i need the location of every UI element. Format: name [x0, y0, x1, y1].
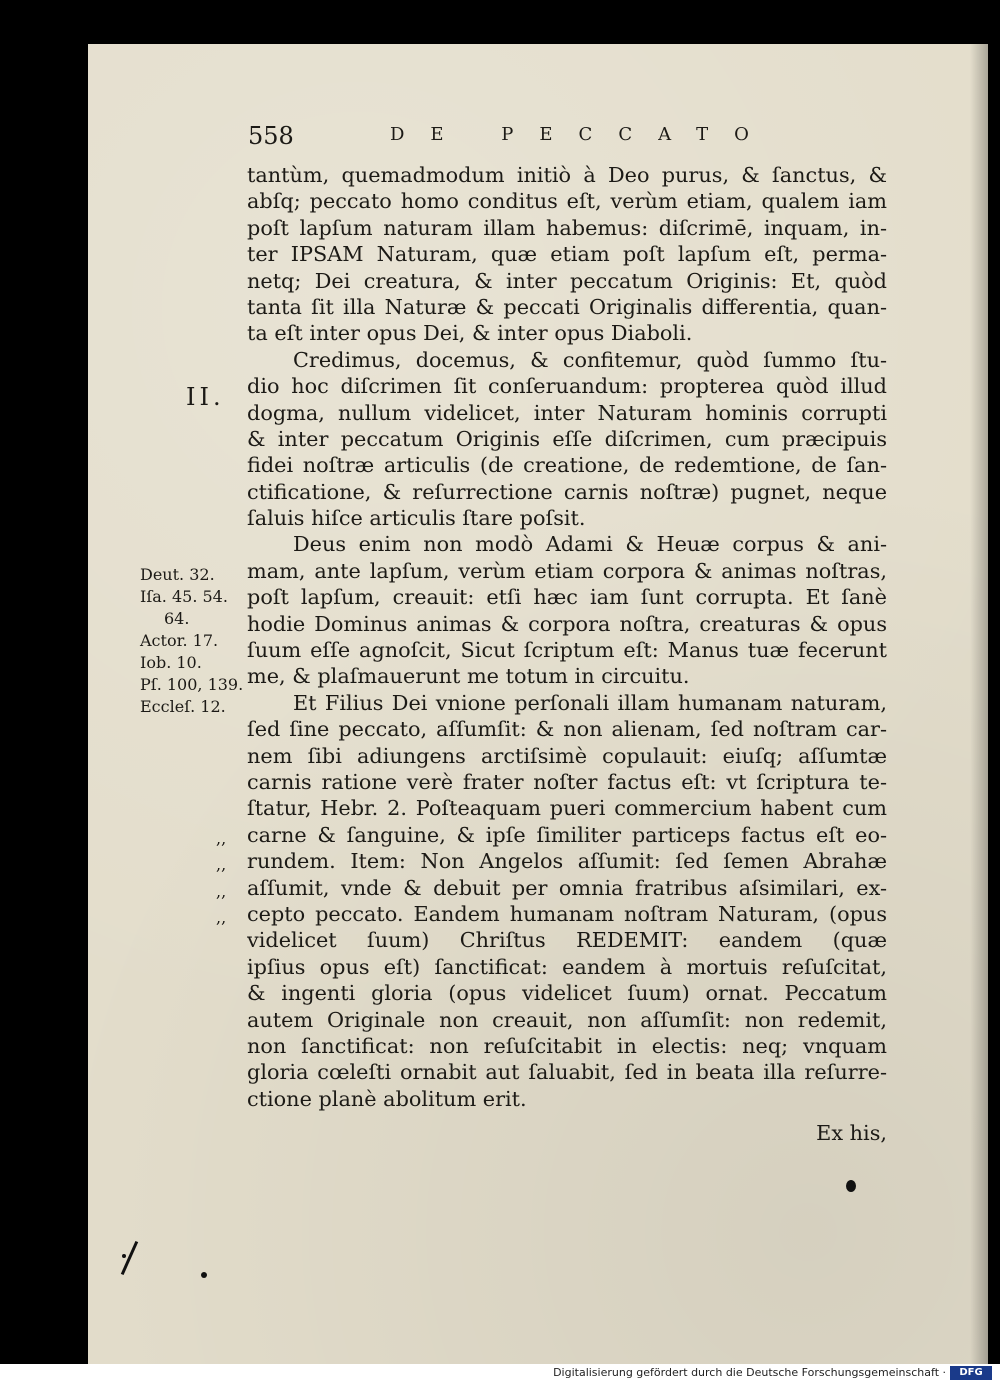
text-line: Deus enim non modò Adami & Heuæ corpus & ani- [293, 532, 887, 557]
dfg-logo: DFG [950, 1366, 992, 1380]
ink-spot [122, 1254, 126, 1258]
footer-bar [0, 1364, 1000, 1384]
text-line: Et Filius Dei vnione perſonali illam humanam naturam, [293, 690, 887, 715]
text-line: fidei noſtræ articulis (de creatione, de redemtione, de ſan- [247, 453, 887, 478]
text-line: mam, ante lapſum, verùm etiam corpora & animas noſtras, [247, 558, 887, 583]
text-line: ſed ſine peccato, aſſumſit: & non alienam, ſed noſtram car- [247, 717, 887, 742]
margin-ref: 64. [164, 609, 190, 628]
quotation-marks [216, 826, 226, 932]
text-line: videlicet ſuum) Chriſtus REDEMIT: eandem (quæ [247, 928, 887, 953]
text-line: dio hoc diſcrimen ſit conſeruandum: propterea quòd illud [247, 374, 887, 399]
funding-note: Digitalisierung gefördert durch die Deutsche Forschungsgemeinschaft · [553, 1366, 946, 1379]
text-line: netq; Dei creatura, & inter peccatum Originis: Et, quòd [247, 268, 887, 293]
text-line: cepto peccato. Eandem humanam noſtram Naturam, (opus [247, 901, 887, 926]
text-line: poſt lapſum naturam illam habemus: diſcrimē, inquam, in- [247, 215, 887, 240]
text-line: nem ſibi adiungens arctiſsimè copulauit: eiuſq; aſſumtæ [247, 743, 887, 768]
text-line: me, & plaſmauerunt me totum in circuitu. [247, 664, 690, 689]
section-number: II. [186, 383, 225, 411]
body-text [247, 162, 887, 1146]
quote-mark: ,, [216, 855, 227, 875]
margin-references [140, 564, 250, 718]
quote-mark: ,, [216, 908, 227, 928]
text-line: rundem. Item: Non Angelos aſſumit: ſed ſemen Abrahæ [247, 849, 887, 874]
text-line: gloria cœleſti ornabit aut ſaluabit, ſed in beata illa reſurre- [247, 1060, 887, 1085]
text-line: ta eſt inter opus Dei, & inter opus Diaboli. [247, 321, 693, 346]
margin-ref: Actor. 17. [140, 631, 219, 650]
quote-mark: ,, [216, 829, 227, 848]
text-line: non ſanctificat: non reſuſcitabit in electis: neq; vnquam [247, 1033, 887, 1058]
text-line: carne & ſanguine, & ipſe ſimiliter particeps factus eſt eo- [247, 822, 887, 847]
text-line: aſſumit, vnde & debuit per omnia fratribus aſsimilari, ex- [247, 875, 887, 900]
text-line: tantùm, quemadmodum initiò à Deo purus, & ſanctus, & [247, 163, 887, 187]
margin-ref: Pſ. 100, 139. [140, 675, 244, 694]
margin-ref: Iſa. 45. 54. [140, 587, 228, 606]
page-edge-shadow [970, 44, 988, 1364]
page-header [248, 122, 808, 158]
margin-ref: Iob. 10. [140, 653, 202, 672]
text-line: & inter peccatum Originis eſſe diſcrimen, cum præcipuis [247, 426, 887, 451]
text-line: tanta ſit illa Naturæ & peccati Originalis differentia, quan- [247, 294, 887, 319]
page-number: 558 [248, 122, 294, 150]
text-line: Credimus, docemus, & confitemur, quòd ſummo ſtu- [293, 347, 887, 372]
quote-mark: ,, [216, 881, 227, 901]
catchword: Ex his, [816, 1121, 887, 1146]
text-line: carnis ratione verè frater noſter factus eſt: vt ſcriptura te- [247, 769, 887, 794]
ink-spot [846, 1180, 856, 1192]
text-line: & ingenti gloria (opus videlicet ſuum) ornat. Peccatum [247, 981, 887, 1006]
text-line: ctione planè abolitum erit. [247, 1086, 527, 1111]
text-line: ipſius opus eſt) ſanctificat: eandem à mortuis reſuſcitat, [247, 954, 887, 979]
text-line: ſuum eſſe agnoſcit, Sicut ſcriptum eſt: Manus tuæ fecerunt [247, 638, 887, 663]
text-line: ſtatur, Hebr. 2. Poſteaquam pueri commercium habent cum [247, 796, 887, 821]
text-line: ter IPSAM Naturam, quæ etiam poſt lapſum eſt, perma- [247, 242, 887, 267]
margin-ref: Eccleſ. 12. [140, 697, 226, 716]
running-title: DE PECCATO [390, 124, 775, 145]
text-line: ctificatione, & reſurrectione carnis noſtræ) pugnet, neque [247, 479, 887, 504]
ink-spot [201, 1272, 207, 1278]
text-line: poſt lapſum, creauit: etſi hæc iam ſunt corrupta. Et ſanè [247, 585, 887, 610]
text-line: autem Originale non creauit, non aſſumſit: non redemit, [247, 1007, 887, 1032]
text-line: ſaluis hiſce articulis ſtare poſsit. [247, 506, 586, 531]
text-line: hodie Dominus animas & corpora noſtra, creaturas & opus [247, 611, 887, 636]
margin-ref: Deut. 32. [140, 565, 215, 584]
text-line: dogma, nullum videlicet, inter Naturam hominis corrupti [247, 400, 887, 425]
text-line: abſq; peccato homo conditus eſt, verùm etiam, qualem iam [247, 189, 887, 214]
